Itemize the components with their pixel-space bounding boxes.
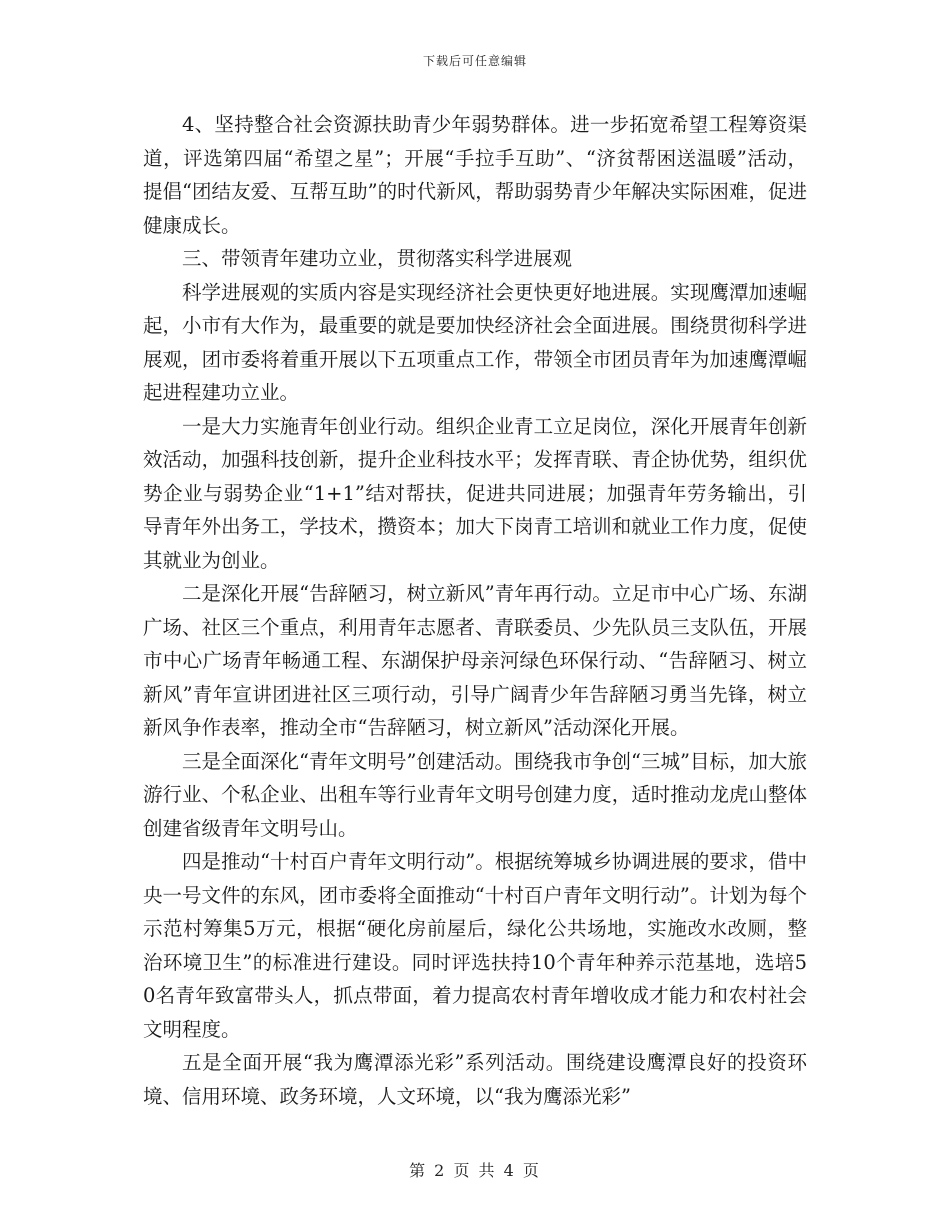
page-header: 下载后可任意编辑 bbox=[422, 54, 527, 68]
paragraph-item-4: 四是推动“十村百户青年文明行动”。根据统筹城乡协调进展的要求，借中央一号文件的东风，团市委将全面推动“十村百户青年文明行动”。计划为每个示范村筹集5万元，根据“硬化房前屋后，绿化公共场地，实施改水改厕，整治环境卫生”的标准进行建设。同时评选扶持10个青年种养示范基地，选培50名青年致富带头人，抓点带面，着力提高农村青年增收成才能力和农村社会文明程度。 bbox=[143, 850, 807, 1041]
paragraph-item-3: 三是全面深化“青年文明号”创建活动。围绕我市争创“三城”目标，加大旅游行业、个私企业、出租车等行业青年文明号创建力度，适时推动龙虎山整体创建省级青年文明号山。 bbox=[143, 749, 807, 840]
paragraph-item-5: 五是全面开展“我为鹰潭添光彩”系列活动。围绕建设鹰潭良好的投资环境、信用环境、政务环境，人文环境，以“我为鹰添光彩” bbox=[143, 1051, 807, 1108]
paragraph-item-1: 一是大力实施青年创业行动。组织企业青工立足岗位，深化开展青年创新效活动，加强科技创新，提升企业科技水平；发挥青联、青企协优势，组织优势企业与弱势企业“1+1”结对帮扶，促进共同进展；加强青年劳务输出，引导青年外出务工，学技术，攒资本；加大下岗青工培训和就业工作力度，促使其就业为创业。 bbox=[143, 414, 807, 572]
paragraph-item-2: 二是深化开展“告辞陋习，树立新风”青年再行动。立足市中心广场、东湖广场、社区三个重点，利用青年志愿者、青联委员、少先队员三支队伍，开展市中心广场青年畅通工程、东湖保护母亲河绿色环保行动、“告辞陋习、树立新风”青年宣讲团进社区三项行动，引导广阔青少年告辞陋习勇当先锋，树立新风争作表率，推动全市“告辞陋习，树立新风”活动深化开展。 bbox=[143, 582, 807, 739]
section-heading-3: 三、带领青年建功立业，贯彻落实科学进展观 bbox=[182, 247, 573, 270]
document-body bbox=[143, 108, 807, 1113]
page-footer: 第 2 页 共 4 页 bbox=[409, 1161, 541, 1180]
paragraph-intro: 科学进展观的实质内容是实现经济社会更快更好地进展。实现鹰潭加速崛起，小市有大作为，最重要的就是要加快经济社会全面进展。围绕贯彻科学进展观，团市委将着重开展以下五项重点工作，带领全市团员青年为加速鹰潭崛起进程建功立业。 bbox=[143, 280, 807, 404]
paragraph-point-4: 4、坚持整合社会资源扶助青少年弱势群体。进一步拓宽希望工程筹资渠道，评选第四届“希望之星”；开展“手拉手互助”、“济贫帮困送温暖”活动，提倡“团结友爱、互帮互助”的时代新风，帮助弱势青少年解决实际困难，促进健康成长。 bbox=[143, 113, 807, 237]
